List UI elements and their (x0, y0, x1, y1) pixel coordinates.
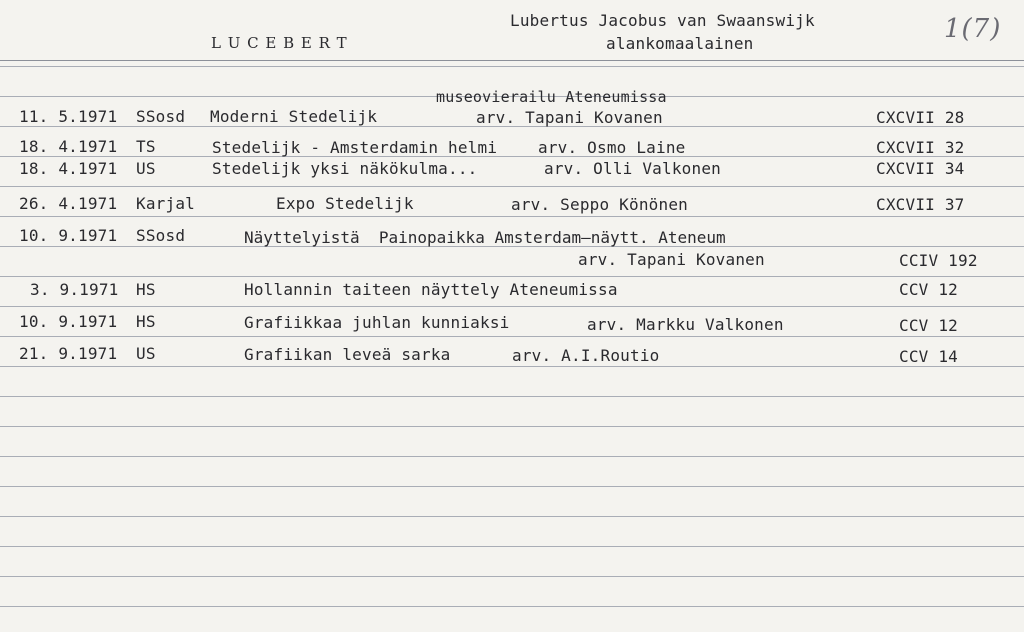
ruled-line (0, 396, 1024, 397)
entry-reviewer: arv. Markku Valkonen (587, 315, 784, 334)
entry-ref: CXCVII 32 (876, 138, 965, 157)
entry-date: 10. 9.1971 (19, 312, 118, 331)
ruled-line (0, 426, 1024, 427)
entry-paper: HS (136, 312, 156, 331)
entry-ref: CCV 12 (899, 280, 958, 299)
entry-reviewer: arv. Tapani Kovanen (476, 108, 663, 127)
entry-paper: SSosd (136, 107, 186, 126)
entry-paper: US (136, 159, 156, 178)
ruled-line (0, 336, 1024, 337)
ruled-line (0, 66, 1024, 67)
artist-surname: L U C E B E R T (211, 34, 348, 52)
ruled-line (0, 486, 1024, 487)
entry-reviewer: arv. Olli Valkonen (544, 159, 721, 178)
ruled-line (0, 576, 1024, 577)
ruled-line (0, 306, 1024, 307)
entry-title: Näyttelyistä Painopaikka Amsterdam–näytt. Ateneum (244, 228, 726, 247)
ruled-line (0, 606, 1024, 607)
ruled-line (0, 516, 1024, 517)
ruled-line (0, 546, 1024, 547)
entry-title: Stedelijk - Amsterdamin helmi (212, 138, 498, 157)
ruled-line (0, 216, 1024, 217)
entry-paper: Karjal (136, 194, 195, 213)
entry-date: 18. 4.1971 (19, 137, 118, 156)
entry-reviewer: arv. Tapani Kovanen (578, 250, 765, 269)
entry-ref: CXCVII 34 (876, 159, 965, 178)
section-title: museovierailu Ateneumissa (436, 88, 667, 106)
ruled-line (0, 456, 1024, 457)
entry-title: Stedelijk yksi näkökulma... (212, 159, 478, 178)
ruled-line (0, 366, 1024, 367)
entry-date: 3. 9.1971 (30, 280, 119, 299)
entry-paper: TS (136, 137, 156, 156)
entry-reviewer: arv. A.I.Routio (512, 346, 660, 365)
entry-ref: CXCVII 28 (876, 108, 965, 127)
entry-reviewer: arv. Osmo Laine (538, 138, 686, 157)
entry-ref: CCIV 192 (899, 251, 978, 270)
entry-title: Expo Stedelijk (276, 194, 414, 213)
entry-ref: CCV 12 (899, 316, 958, 335)
ruled-line (0, 186, 1024, 187)
ruled-line (0, 156, 1024, 157)
entry-paper: HS (136, 280, 156, 299)
artist-fullname: Lubertus Jacobus van Swaanswijk (510, 11, 815, 30)
entry-paper: US (136, 344, 156, 363)
artist-nationality: alankomaalainen (606, 34, 754, 53)
entry-ref: CCV 14 (899, 347, 958, 366)
entry-date: 26. 4.1971 (19, 194, 118, 213)
entry-reviewer: arv. Seppo Könönen (511, 195, 688, 214)
entry-date: 10. 9.1971 (19, 226, 118, 245)
entry-ref: CXCVII 37 (876, 195, 965, 214)
entry-title: Moderni Stedelijk (210, 107, 378, 126)
card-number: 1(7) (944, 14, 1002, 44)
entry-date: 11. 5.1971 (19, 107, 118, 126)
entry-title: Hollannin taiteen näyttely Ateneumissa (244, 280, 618, 299)
header-rule (0, 60, 1024, 61)
entry-title: Grafiikan leveä sarka (244, 345, 451, 364)
entry-title: Grafiikkaa juhlan kunniaksi (244, 313, 510, 332)
entry-paper: SSosd (136, 226, 186, 245)
entry-date: 21. 9.1971 (19, 344, 118, 363)
entry-date: 18. 4.1971 (19, 159, 118, 178)
ruled-line (0, 276, 1024, 277)
